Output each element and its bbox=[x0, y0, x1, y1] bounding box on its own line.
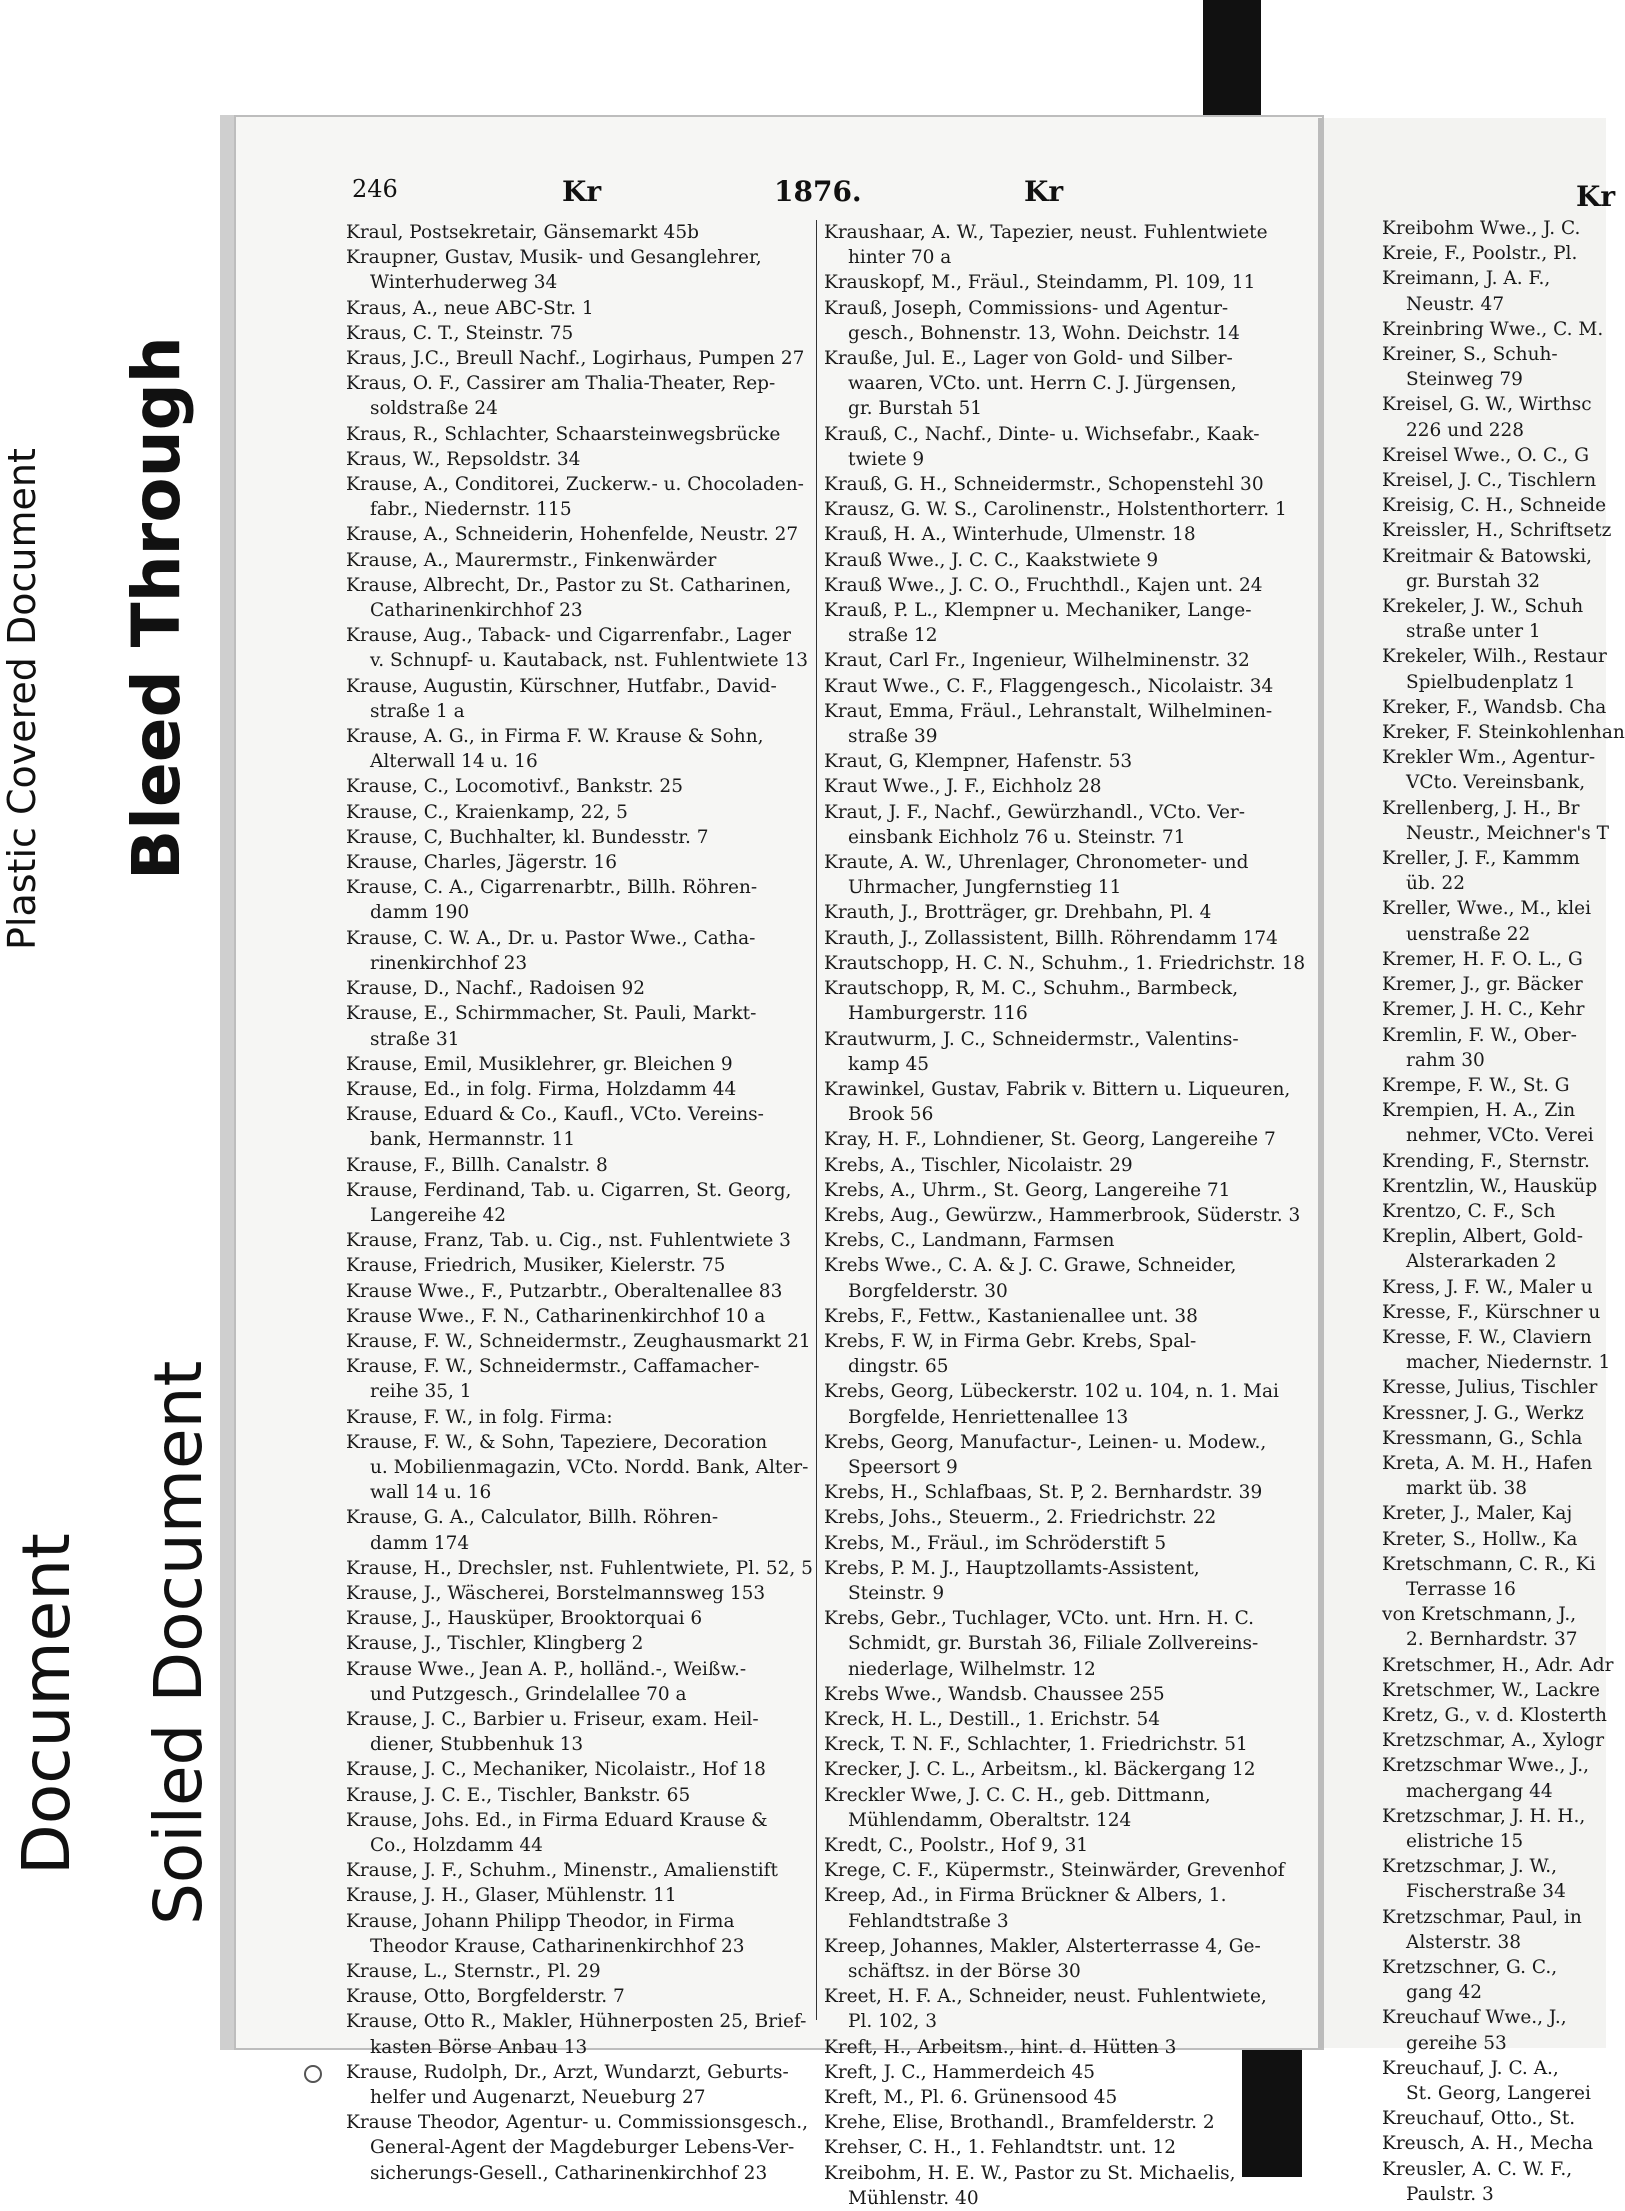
directory-entry: Kraut, Emma, Fräul., Lehranstalt, Wilhelminen- bbox=[824, 700, 1273, 722]
directory-entry: Krause Wwe., F. N., Catharinenkirchhof 10 a bbox=[346, 1305, 766, 1327]
directory-entry: Krautschopp, R, M. C., Schuhm., Barmbeck, bbox=[824, 978, 1239, 1000]
directory-entry: Krause, F. W., & Sohn, Tapezierе, Decoration bbox=[346, 1431, 768, 1453]
directory-entry: Kraus, W., Repsoldstr. 34 bbox=[346, 448, 581, 470]
directory-entry: Krause, H., Drechsler, nst. Fuhlentwiete, Pl. 52, 5 bbox=[346, 1557, 813, 1579]
directory-entry: Kreissler, H., Schriftsetz bbox=[1382, 520, 1612, 542]
directory-entry: Kremer, H. F. O. L., G bbox=[1382, 948, 1583, 970]
directory-entry: Kresse, F., Kürschner u bbox=[1382, 1301, 1601, 1323]
directory-entry: Krautschopp, H. C. N., Schuhm., 1. Friedrichstr. 18 bbox=[824, 952, 1306, 974]
directory-entry: Kraut, J. F., Nachf., Gewürzhandl., VCto. Ver- bbox=[824, 801, 1246, 823]
directory-entry: von Kretschmann, J., bbox=[1382, 1604, 1577, 1626]
directory-entry: Krause, Johs. Ed., in Firma Eduard Krause & bbox=[346, 1809, 768, 1831]
directory-entry: Krause, J. C. E., Tischler, Bankstr. 65 bbox=[346, 1784, 691, 1806]
directory-entry: Kraut Wwe., J. F., Eichholz 28 bbox=[824, 776, 1102, 798]
directory-entry: machergang 44 bbox=[1406, 1780, 1553, 1802]
directory-entry: Krebs, Johs., Steuerm., 2. Friedrichstr. 22 bbox=[824, 1507, 1217, 1529]
label-document: Document bbox=[8, 1533, 85, 1875]
directory-entry: sicherungs-Gesell., Catharinenkirchhof 23 bbox=[370, 2162, 768, 2184]
directory-entry: Kreckler Wwe, J. C. C. H., geb. Dittmann, bbox=[824, 1784, 1211, 1806]
directory-entry: St. Georg, Langerei bbox=[1406, 2083, 1591, 2105]
directory-entry: Alsterstr. 38 bbox=[1406, 1931, 1522, 1953]
directory-entry: Kreter, S., Hollw., Ka bbox=[1382, 1528, 1578, 1550]
page-number: 246 bbox=[352, 175, 398, 203]
directory-entry: bank, Hermannstr. 11 bbox=[370, 1129, 576, 1151]
directory-entry: Kraupner, Gustav, Musik- und Gesanglehrer, bbox=[346, 247, 762, 269]
right-column bbox=[1382, 216, 1625, 2207]
directory-entry: schäftsz. in der Börse 30 bbox=[848, 1961, 1081, 1983]
directory-entry: Krause, F. W., in folg. Firma: bbox=[346, 1406, 613, 1428]
directory-entry: gereihe 53 bbox=[1406, 2032, 1507, 2054]
directory-entry: Krause, C, Buchhalter, kl. Bundesstr. 7 bbox=[346, 826, 709, 848]
directory-entry: Langereihe 42 bbox=[370, 1204, 507, 1226]
directory-entry: Kreisel, G. W., Wirthsc bbox=[1382, 394, 1592, 416]
directory-entry: Krause, Otto, Borgfelderstr. 7 bbox=[346, 1986, 625, 2008]
directory-entry: Krauß, G. H., Schneidermstr., Schopenstehl 30 bbox=[824, 474, 1264, 496]
directory-entry: Krause, Augustin, Kürschner, Hutfabr., David- bbox=[346, 675, 777, 697]
directory-entry: Kreller, Wwe., M., klei bbox=[1382, 898, 1591, 920]
directory-entry: Krause, Emil, Musiklehrer, gr. Bleichen 9 bbox=[346, 1053, 733, 1075]
directory-entry: Theodor Krause, Catharinenkirchhof 23 bbox=[370, 1935, 745, 1957]
directory-entry: Kreisig, C. H., Schneide bbox=[1382, 495, 1607, 517]
directory-entry: Krause, C. A., Cigarrenarbtr., Billh. Röhren- bbox=[346, 877, 758, 899]
directory-entry: Krebs, P. M. J., Hauptzollamts-Assistent, bbox=[824, 1557, 1200, 1579]
directory-entry: Kreibohm, H. E. W., Pastor zu St. Michaelis, bbox=[824, 2162, 1236, 2184]
directory-entry: Krebs, A., Tischler, Nicolaistr. 29 bbox=[824, 1154, 1133, 1176]
directory-entry: Kreker, F. Steinkohlenhan bbox=[1382, 722, 1625, 744]
directory-entry: Borgfelderstr. 30 bbox=[848, 1280, 1008, 1302]
directory-entry: macher, Niedernstr. 1 bbox=[1406, 1352, 1611, 1374]
directory-entry: Neustr., Meichner's T bbox=[1406, 822, 1610, 844]
directory-entry: Kraus, J.C., Breull Nachf., Logirhaus, Pumpen 27 bbox=[346, 348, 805, 370]
directory-entry: Kreft, J. C., Hammerdeich 45 bbox=[824, 2061, 1095, 2083]
directory-entry: Kress, J. F. W., Maler u bbox=[1382, 1276, 1593, 1298]
right-page-tag: Kr bbox=[1576, 180, 1616, 213]
directory-entry: twiete 9 bbox=[848, 448, 925, 470]
directory-entry: Krause, F. W., Schneidermstr., Zeughausmarkt 21 bbox=[346, 1330, 811, 1352]
directory-entry: Kressmann, G., Schla bbox=[1382, 1427, 1583, 1449]
directory-entry: Kretz, G., v. d. Klosterth bbox=[1382, 1704, 1607, 1726]
directory-entry: Krecker, J. C. L., Arbeitsm., kl. Bäckergang 12 bbox=[824, 1759, 1256, 1781]
directory-entry: Kreker, F., Wandsb. Cha bbox=[1382, 696, 1607, 718]
directory-entry: Kredt, C., Poolstr., Hof 9, 31 bbox=[824, 1835, 1089, 1856]
directory-entry: Kremer, J., gr. Bäcker bbox=[1382, 974, 1583, 996]
directory-entry: Krause, J., Wäscherei, Borstelmannsweg 153 bbox=[346, 1582, 766, 1604]
directory-entry: Kreitmair & Batowski, bbox=[1382, 545, 1593, 567]
left-column bbox=[346, 220, 813, 2186]
directory-entry: Krellenberg, J. H., Br bbox=[1382, 797, 1580, 819]
directory-entry: Krempe, F. W., St. G bbox=[1382, 1074, 1570, 1096]
directory-entry: Kraus, R., Schlachter, Schaarsteinwegsbrücke bbox=[346, 423, 781, 445]
directory-entry: Kreta, A. M. H., Hafen bbox=[1382, 1452, 1593, 1474]
directory-entry: Krauß, P. L., Klempner u. Mechaniker, Lange- bbox=[824, 600, 1252, 622]
directory-entry: Krause, G. A., Calculator, Billh. Röhren- bbox=[346, 1507, 719, 1529]
directory-entry: Kreller, J. F., Kammm bbox=[1382, 848, 1580, 870]
directory-entry: Krege, C. F., Küpermstr., Steinwärder, Grevenhof bbox=[824, 1860, 1285, 1882]
directory-entry: fabr., Niedernstr. 115 bbox=[370, 499, 572, 521]
directory-entry: Kresse, Julius, Tischler bbox=[1382, 1377, 1598, 1399]
directory-entry: VCto. Vereinsbank, bbox=[1406, 772, 1586, 794]
directory-entry: Krause, J. F., Schuhm., Minenstr., Amalienstift bbox=[346, 1860, 778, 1882]
directory-entry: Krause Theodor, Agentur- u. Commissionsgesch., bbox=[346, 2112, 808, 2134]
directory-entry: 226 und 228 bbox=[1406, 419, 1525, 441]
directory-entry: wall 14 u. 16 bbox=[370, 1482, 492, 1504]
directory-entry: elistriche 15 bbox=[1406, 1831, 1524, 1852]
directory-entry: Kraushaar, A. W., Tapezier, neust. Fuhlentwiete bbox=[824, 222, 1268, 243]
directory-entry: Krause, Johann Philipp Theodor, in Firma bbox=[346, 1910, 735, 1932]
directory-entry: Winterhuderweg 34 bbox=[370, 272, 558, 294]
directory-entry: reihe 35, 1 bbox=[370, 1381, 472, 1403]
directory-entry: Krauskopf, M., Fräul., Steindamm, Pl. 109, 11 bbox=[824, 272, 1256, 294]
directory-entry: Kraus, C. T., Steinstr. 75 bbox=[346, 322, 574, 344]
directory-entry: Kretzschmar, Paul, in bbox=[1382, 1906, 1582, 1928]
directory-entry: straße 12 bbox=[848, 625, 938, 647]
directory-entry: Kreplin, Albert, Gold- bbox=[1382, 1226, 1583, 1248]
directory-entry: Krause, J., Tischler, Klingberg 2 bbox=[346, 1633, 644, 1655]
directory-entry: Speersort 9 bbox=[848, 1456, 958, 1478]
directory-entry: Krauß Wwe., J. C. C., Kaakstwiete 9 bbox=[824, 549, 1159, 571]
directory-entry: diener, Stubbenhuk 13 bbox=[370, 1734, 584, 1756]
directory-entry: Krempien, H. A., Zin bbox=[1382, 1100, 1576, 1122]
directory-entry: Kremlin, F. W., Ober- bbox=[1382, 1024, 1577, 1046]
directory-entry: Krause, F., Billh. Canalstr. 8 bbox=[346, 1154, 608, 1176]
directory-entry: Krause, E., Schirmmacher, St. Pauli, Markt- bbox=[346, 1003, 757, 1025]
directory-entry: straße 39 bbox=[848, 726, 938, 748]
directory-entry: General-Agent der Magdeburger Lebens-Ver- bbox=[370, 2137, 795, 2159]
directory-entry: Kreuchauf, Otto., St. bbox=[1382, 2108, 1576, 2130]
directory-entry: Steinweg 79 bbox=[1406, 369, 1523, 391]
directory-entry: dingstr. 65 bbox=[848, 1356, 949, 1378]
directory-entry: Krentzo, C. F., Sch bbox=[1382, 1200, 1556, 1222]
directory-entry: Krause, C., Kraienkamp, 22, 5 bbox=[346, 801, 628, 823]
directory-entry: niederlage, Wilhelmstr. 12 bbox=[848, 1658, 1096, 1680]
directory-entry: Kraul, Postsekretair, Gänsemarkt 45b bbox=[346, 222, 699, 243]
directory-entry: Kreisel Wwe., O. C., G bbox=[1382, 444, 1589, 466]
directory-entry: Krebs, A., Uhrm., St. Georg, Langereihe 71 bbox=[824, 1179, 1231, 1201]
directory-entry: hinter 70 a bbox=[848, 247, 952, 269]
directory-entry: Uhrmacher, Jungfernstieg 11 bbox=[848, 877, 1122, 899]
directory-entry: Krause, Franz, Tab. u. Cig., nst. Fuhlentwiete 3 bbox=[346, 1230, 791, 1252]
directory-entry: Krause, Rudolph, Dr., Arzt, Wundarzt, Geburts- bbox=[346, 2061, 789, 2083]
directory-entry: Kreuchauf, J. C. A., bbox=[1382, 2057, 1559, 2079]
directory-entry: und Putzgesch., Grindelallee 70 a bbox=[370, 1683, 687, 1705]
directory-entry: u. Mobilienmagazin, VCto. Nordd. Bank, Alter- bbox=[370, 1456, 809, 1478]
directory-entry: Kreusler, A. C. W. F., bbox=[1382, 2158, 1573, 2180]
directory-entry: Krause, J. H., Glaser, Mühlenstr. 11 bbox=[346, 1885, 677, 1907]
directory-entry: Krautwurm, J. C., Schneidermstr., Valentins- bbox=[824, 1028, 1239, 1050]
directory-entry: damm 190 bbox=[370, 902, 470, 924]
directory-entry: Fehlandtstraße 3 bbox=[848, 1910, 1009, 1932]
directory-entry: Kretzschmar, A., Xylogr bbox=[1382, 1730, 1605, 1752]
directory-entry: Krebs, Aug., Gewürzw., Hammerbrook, Süderstr. 3 bbox=[824, 1204, 1301, 1226]
directory-entry: Kresse, F. W., Claviern bbox=[1382, 1326, 1592, 1348]
directory-entry: Krauth, J., Zollassistent, Billh. Röhrendamm 174 bbox=[824, 927, 1278, 949]
directory-entry: Krause, J. C., Barbier u. Friseur, exam. Heil- bbox=[346, 1708, 759, 1730]
directory-entry: Kreft, H., Arbeitsm., hint. d. Hütten 3 bbox=[824, 2036, 1177, 2058]
directory-entry: Kretschmer, H., Adr. Adr bbox=[1382, 1654, 1614, 1676]
directory-entry: einsbank Eichholz 76 u. Steinstr. 71 bbox=[848, 826, 1186, 848]
directory-entry: Krebs, Georg, Manufactur-, Leinen- u. Modew., bbox=[824, 1431, 1267, 1453]
label-plastic-covered: Plastic Covered Document bbox=[0, 448, 44, 950]
directory-entry: Krebs Wwe., C. A. & J. C. Grawe, Schneider, bbox=[824, 1255, 1237, 1277]
directory-entry: Borgfelde, Henriettenallee 13 bbox=[848, 1406, 1129, 1428]
directory-entry: Krause, D., Nachf., Radoisen 92 bbox=[346, 978, 646, 1000]
directory-entry: Krause Wwe., Jean A. P., holländ.-, Weißw.- bbox=[346, 1658, 747, 1680]
directory-entry: Co., Holzdamm 44 bbox=[370, 1835, 543, 1856]
directory-entry: Kreimann, J. A. F., bbox=[1382, 268, 1551, 290]
directory-entry: Kreinbring Wwe., C. M. bbox=[1382, 318, 1604, 340]
directory-entry: Krause, Otto R., Makler, Hühnerposten 25, Brief- bbox=[346, 2011, 807, 2033]
directory-entry: Krause, A., Schneiderin, Hohenfelde, Neustr. 27 bbox=[346, 524, 799, 546]
directory-entry: kamp 45 bbox=[848, 1053, 930, 1075]
directory-entry: gr. Burstah 32 bbox=[1406, 570, 1541, 592]
header-year: 1876. bbox=[774, 175, 862, 208]
directory-entry: Krause, Friedrich, Musiker, Kielerstr. 75 bbox=[346, 1255, 726, 1277]
directory-entry: Alsterarkaden 2 bbox=[1406, 1251, 1557, 1273]
directory-entry: gr. Burstah 51 bbox=[848, 398, 983, 420]
directory-entry: üb. 22 bbox=[1406, 873, 1466, 895]
directory-entry: Kreibohm Wwe., J. C. bbox=[1382, 218, 1581, 239]
directory-entry: v. Schnupf- u. Kautaback, nst. Fuhlentwiete 13 bbox=[370, 650, 809, 672]
directory-page bbox=[220, 115, 1324, 2209]
directory-entry: 2. Bernhardstr. 37 bbox=[1406, 1629, 1578, 1651]
directory-entry: Kretschmann, C. R., Ki bbox=[1382, 1553, 1596, 1575]
directory-entry: straße unter 1 bbox=[1406, 621, 1541, 643]
directory-entry: rahm 30 bbox=[1406, 1049, 1485, 1071]
adjacent-page bbox=[1318, 118, 1625, 2205]
directory-entry: Krehe, Elise, Brothandl., Bramfelderstr. 2 bbox=[824, 2112, 1215, 2134]
directory-entry: Mühlenstr. 40 bbox=[848, 2187, 979, 2209]
directory-entry: Kreisel, J. C., Tischlern bbox=[1382, 470, 1597, 492]
header-right-tag: Kr bbox=[1024, 175, 1064, 208]
directory-entry: Krause, J., Hausküper, Brooktorquai 6 bbox=[346, 1608, 703, 1630]
directory-entry: Kretzschmar, J. W., bbox=[1382, 1856, 1557, 1878]
directory-entry: Kreiner, S., Schuh- bbox=[1382, 344, 1558, 366]
directory-entry: gang 42 bbox=[1406, 1982, 1483, 2004]
directory-entry: Krauß, Joseph, Commissions- und Agentur- bbox=[824, 297, 1229, 319]
directory-entry: Krause, C. W. A., Dr. u. Pastor Wwe., Catha- bbox=[346, 927, 756, 949]
directory-entry: Krause, C., Locomotivf., Bankstr. 25 bbox=[346, 776, 683, 798]
directory-entry: Krauß, C., Nachf., Dinte- u. Wichsefabr., Kaak- bbox=[824, 423, 1260, 445]
directory-entry: Krebs Wwe., Wandsb. Chaussee 255 bbox=[824, 1683, 1165, 1705]
directory-entry: Krause, J. C., Mechaniker, Nicolaistr., Hof 18 bbox=[346, 1759, 766, 1781]
binding-hole bbox=[304, 2065, 322, 2083]
directory-entry: Mühlendamm, Oberaltstr. 124 bbox=[848, 1809, 1132, 1831]
directory-entry: Kremer, J. H. C., Kehr bbox=[1382, 999, 1585, 1021]
directory-entry: Neustr. 47 bbox=[1406, 293, 1505, 315]
directory-entry: Krausz, G. W. S., Carolinenstr., Holstenthorterr. 1 bbox=[824, 499, 1287, 521]
directory-entry: Krause, Ed., in folg. Firma, Holzdamm 44 bbox=[346, 1078, 737, 1100]
directory-entry: helfer und Augenarzt, Neueburg 27 bbox=[370, 2087, 706, 2109]
directory-entry: Kreet, H. F. A., Schneider, neust. Fuhlentwiete, bbox=[824, 1986, 1267, 2008]
directory-entry: soldstraße 24 bbox=[370, 398, 498, 420]
directory-entry: Krekeler, J. W., Schuh bbox=[1382, 596, 1584, 618]
directory-entry: Kraus, O. F., Cassirer am Thalia-Theater, Rep- bbox=[346, 373, 776, 395]
overlay-labels bbox=[0, 0, 230, 1980]
scanner-bar-top bbox=[1203, 0, 1261, 115]
directory-entry: Krause, Ferdinand, Tab. u. Cigarren, St. Georg, bbox=[346, 1179, 792, 1201]
directory-entry: Krauß Wwe., J. C. O., Fruchthdl., Kajen unt. 24 bbox=[824, 574, 1263, 596]
directory-entry: straße 31 bbox=[370, 1028, 460, 1050]
directory-entry: uenstraße 22 bbox=[1406, 923, 1531, 945]
directory-entry: Krause Wwe., F., Putzarbtr., Oberaltenallee 83 bbox=[346, 1280, 783, 1302]
directory-entry: rinenkirchhof 23 bbox=[370, 952, 528, 974]
directory-entry: Krekeler, Wilh., Restaur bbox=[1382, 646, 1607, 668]
directory-entry: Kraut, G, Klempner, Hafenstr. 53 bbox=[824, 751, 1133, 773]
directory-entry: Krekler Wm., Agentur- bbox=[1382, 747, 1596, 769]
directory-entry: Catharinenkirchhof 23 bbox=[370, 600, 583, 622]
directory-entry: Krause, L., Sternstr., Pl. 29 bbox=[346, 1961, 601, 1983]
directory-entry: Krebs, Georg, Lübeckerstr. 102 u. 104, n. 1. Mai bbox=[824, 1381, 1279, 1403]
directory-entry: Krause, A., Maurermstr., Finkenwärder bbox=[346, 549, 717, 571]
directory-entry: straße 1 a bbox=[370, 700, 465, 722]
directory-entry: Krebs, Gebr., Tuchlager, VCto. unt. Hrn. H. C. bbox=[824, 1608, 1255, 1630]
directory-entry: Brook 56 bbox=[848, 1104, 934, 1126]
directory-entry: gesch., Bohnenstr. 13, Wohn. Deichstr. 14 bbox=[848, 322, 1240, 344]
directory-entry: Paulstr. 3 bbox=[1406, 2183, 1494, 2205]
directory-entry: Kreft, M., Pl. 6. Grünensood 45 bbox=[824, 2087, 1118, 2109]
directory-entry: damm 174 bbox=[370, 1532, 470, 1554]
label-soiled-document: Soiled Document bbox=[140, 1360, 217, 1925]
directory-entry: Terrasse 16 bbox=[1406, 1578, 1516, 1600]
directory-entry: Krause, F. W., Schneidermstr., Caffamacher- bbox=[346, 1356, 760, 1378]
directory-entry: Kreusch, A. H., Mecha bbox=[1382, 2133, 1594, 2155]
directory-entry: Krause, Albrecht, Dr., Pastor zu St. Catharinen, bbox=[346, 574, 792, 596]
directory-entry: kasten Börse Anbau 13 bbox=[370, 2036, 588, 2058]
directory-entry: Krause, A. G., in Firma F. W. Krause & Sohn, bbox=[346, 726, 764, 748]
directory-entry: Krauß, H. A., Winterhude, Ulmenstr. 18 bbox=[824, 524, 1196, 546]
header-left-tag: Kr bbox=[562, 175, 602, 208]
column-rule bbox=[816, 220, 817, 2020]
directory-entry: Krauße, Jul. E., Lager von Gold- und Silber- bbox=[824, 348, 1233, 370]
directory-entry: Krauth, J., Brotträger, gr. Drehbahn, Pl. 4 bbox=[824, 902, 1212, 924]
directory-entry: Kretzschmar, J. H. H., bbox=[1382, 1805, 1586, 1827]
directory-entry: markt üb. 38 bbox=[1406, 1478, 1527, 1500]
directory-entry: Pl. 102, 3 bbox=[848, 2011, 937, 2033]
directory-entry: Kreck, T. N. F., Schlachter, 1. Friedrichstr. 51 bbox=[824, 1734, 1248, 1756]
directory-entry: Krebs, H., Schlafbaas, St. P, 2. Bernhardstr. 39 bbox=[824, 1482, 1263, 1504]
directory-entry: Krause, A., Conditorei, Zuckerw.- u. Chocoladen- bbox=[346, 474, 804, 496]
directory-entry: Alterwall 14 u. 16 bbox=[370, 751, 538, 773]
directory-entry: Kretzschner, G. C., bbox=[1382, 1957, 1558, 1979]
directory-entry: nehmer, VCto. Verei bbox=[1406, 1125, 1594, 1147]
directory-entry: Kreuchauf Wwe., J., bbox=[1382, 2007, 1567, 2029]
directory-entry: Kreter, J., Maler, Kaj bbox=[1382, 1503, 1573, 1525]
label-bleed-through: Bleed Through bbox=[118, 336, 195, 880]
directory-entry: Krebs, F. W, in Firma Gebr. Krebs, Spal- bbox=[824, 1330, 1197, 1352]
directory-entry: Krentzlin, W., Hausküp bbox=[1382, 1175, 1598, 1197]
directory-entry: Hamburgerstr. 116 bbox=[848, 1003, 1028, 1025]
directory-entry: Kreie, F., Poolstr., Pl. bbox=[1382, 243, 1578, 265]
directory-entry: Krause, Charles, Jägerstr. 16 bbox=[346, 852, 617, 874]
directory-entry: Krawinkel, Gustav, Fabrik v. Bittern u. Liqueuren, bbox=[824, 1078, 1291, 1100]
directory-entry: Kraut Wwe., C. F., Flaggengesch., Nicolaistr. 34 bbox=[824, 675, 1274, 697]
directory-entry: Schmidt, gr. Burstah 36, Filiale Zollvereins- bbox=[848, 1633, 1259, 1655]
directory-entry: Kraute, A. W., Uhrenlager, Chronometer- und bbox=[824, 852, 1249, 874]
directory-entry: waaren, VCto. unt. Herrn C. J. Jürgensen, bbox=[848, 373, 1237, 395]
directory-entry: Kreck, H. L., Destill., 1. Erichstr. 54 bbox=[824, 1708, 1160, 1730]
directory-entry: Kreep, Ad., in Firma Brückner & Albers, 1. bbox=[824, 1885, 1227, 1907]
directory-entry: Krebs, F., Fettw., Kastanienallee unt. 38 bbox=[824, 1305, 1198, 1327]
directory-entry: Kraus, A., neue ABC-Str. 1 bbox=[346, 297, 594, 319]
directory-entry: Krebs, M., Fräul., im Schröderstift 5 bbox=[824, 1532, 1167, 1554]
middle-column bbox=[824, 220, 1306, 2211]
directory-entry: Krebs, C., Landmann, Farmsen bbox=[824, 1230, 1115, 1252]
directory-entry: Kreep, Johannes, Makler, Alsterterrasse 4, Ge- bbox=[824, 1935, 1261, 1957]
directory-entry: Fischerstraße 34 bbox=[1406, 1881, 1566, 1903]
directory-entry: Kraut, Carl Fr., Ingenieur, Wilhelminenstr. 32 bbox=[824, 650, 1250, 672]
directory-entry: Spielbudenplatz 1 bbox=[1406, 671, 1576, 693]
directory-entry: Kray, H. F., Lohndiener, St. Georg, Langereihe 7 bbox=[824, 1129, 1276, 1151]
directory-entry: Krending, F., Sternstr. bbox=[1382, 1150, 1590, 1172]
directory-entry: Kretzschmar Wwe., J., bbox=[1382, 1755, 1590, 1777]
directory-entry: Krause, Aug., Taback- und Cigarrenfabr., Lager bbox=[346, 625, 791, 647]
directory-entry: Krehser, C. H., 1. Fehlandtstr. unt. 12 bbox=[824, 2137, 1176, 2159]
directory-entry: Kressner, J. G., Werkz bbox=[1382, 1402, 1584, 1424]
directory-entry: Krause, Eduard & Co., Kaufl., VCto. Vereins- bbox=[346, 1104, 764, 1126]
directory-entry: Steinstr. 9 bbox=[848, 1582, 945, 1604]
directory-entry: Kretschmer, W., Lackre bbox=[1382, 1679, 1600, 1701]
